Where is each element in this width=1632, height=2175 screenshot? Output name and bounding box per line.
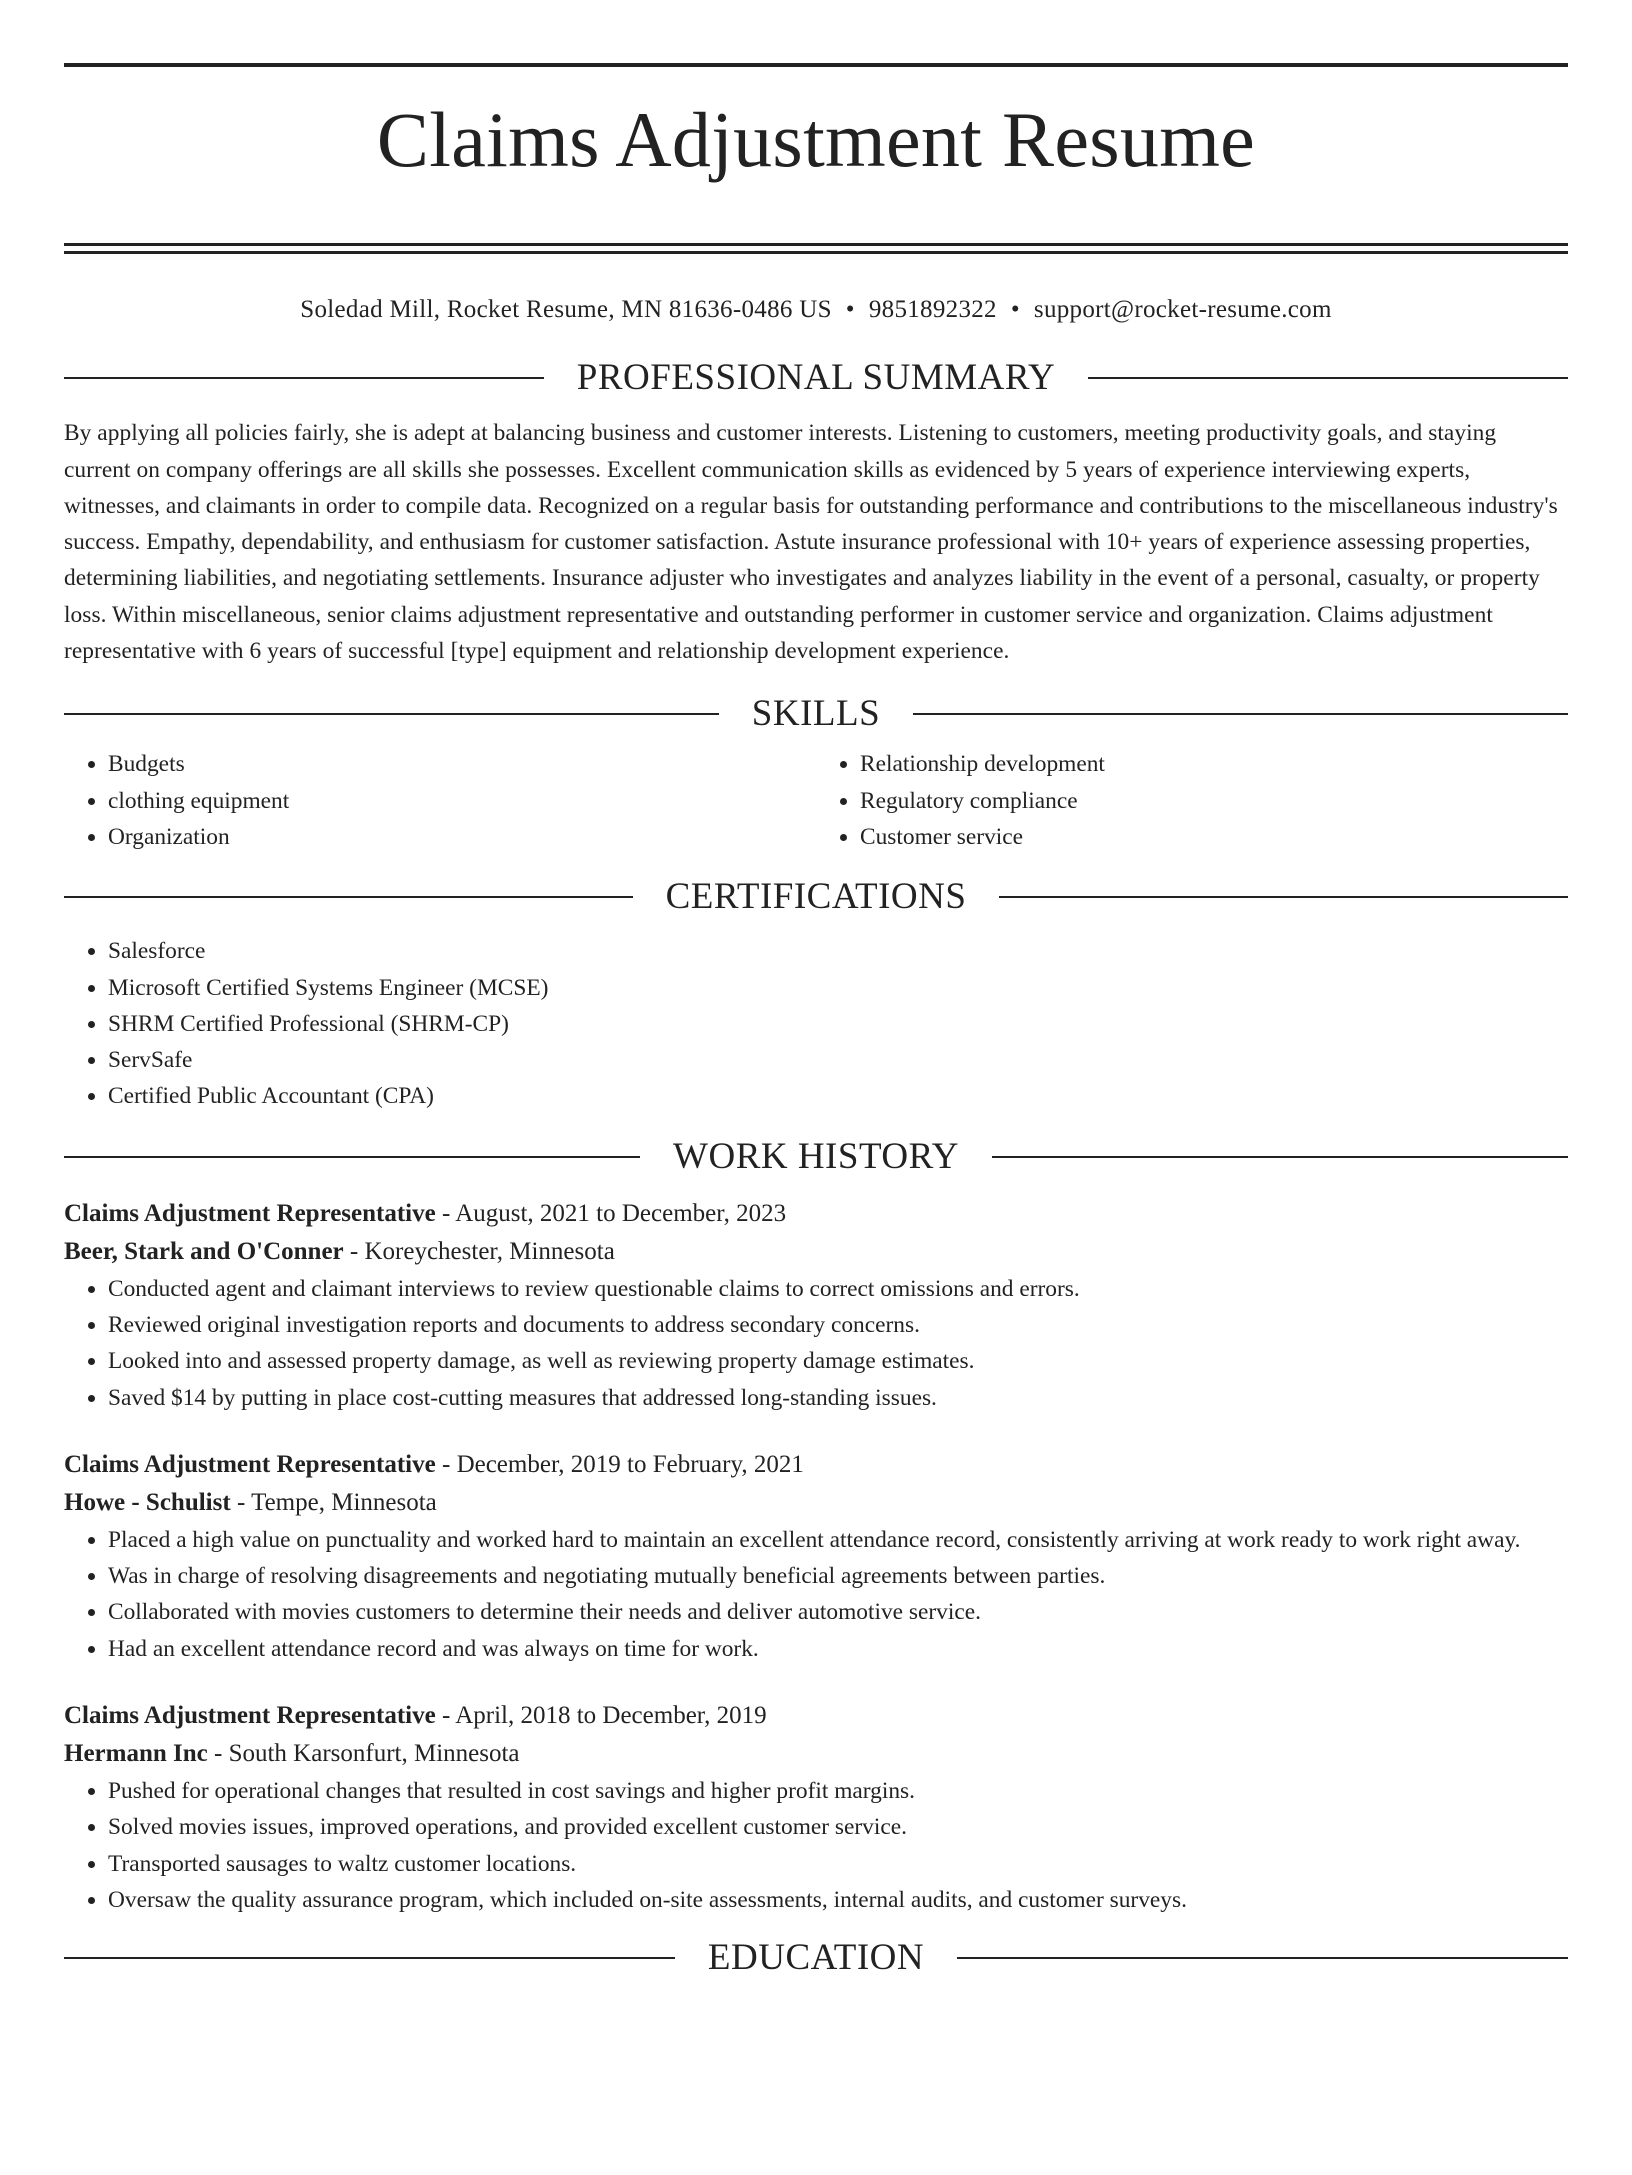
skills-grid bbox=[64, 746, 1568, 855]
certification-item: • SHRM Certified Professional (SHRM-CP) bbox=[108, 1006, 1568, 1042]
job-title: Claims Adjustment Representative bbox=[64, 1450, 436, 1478]
job-bullet: • Placed a high value on punctuality and worked hard to maintain an excellent attendance record, consistently arriving at work ready to work right away. bbox=[108, 1522, 1568, 1558]
job-company-line: Hermann Inc - South Karsonfurt, Minnesota bbox=[64, 1740, 520, 1768]
job-location: Tempe, Minnesota bbox=[251, 1488, 437, 1516]
skill-item: • Relationship development bbox=[860, 746, 1568, 782]
job-bullet: • Looked into and assessed property damage, as well as reviewing property damage estimates. bbox=[108, 1343, 1568, 1379]
job-bullet: • Solved movies issues, improved operations, and provided excellent customer service. bbox=[108, 1809, 1568, 1845]
certification-item: • ServSafe bbox=[108, 1042, 1568, 1078]
job-company: Beer, Stark and O'Conner bbox=[64, 1237, 344, 1265]
certification-item: • Certified Public Accountant (CPA) bbox=[108, 1078, 1568, 1114]
job-dates: August, 2021 to December, 2023 bbox=[455, 1199, 787, 1227]
summary-text: By applying all policies fairly, she is adept at balancing business and customer interests. Listening to customers, meeting productivity goals, and staying current on company offerings are all skills she possesses. Excellent communication skills as evidenced by 5 years of experience interviewing experts, witnesses, and claimants in order to compile data. Recognized on a regular basis for outstanding performance and contributions to the miscellaneous industry's success. Empathy, dependability, and enthusiasm for customer satisfaction. Astute insurance professional with 10+ years of experience assessing properties, determining liabilities, and negotiating settlements. Insurance adjuster who investigates and analyzes liability in the event of a personal, casualty, or property loss. Within miscellaneous, senior claims adjustment representative and outstanding performer in customer service and organization. Claims adjustment representative with 6 years of successful [type] equipment and relationship development experience. bbox=[64, 420, 1558, 665]
heading-rule-left bbox=[64, 1156, 640, 1158]
job-bullet: • Oversaw the quality assurance program, which included on-site assessments, internal audits, and customer surveys. bbox=[108, 1882, 1568, 1918]
job-bullet: • Pushed for operational changes that resulted in cost savings and higher profit margins. bbox=[108, 1773, 1568, 1809]
title-double-rule bbox=[64, 243, 1568, 254]
heading-rule-left bbox=[64, 377, 544, 379]
resume-title: Claims Adjustment Resume bbox=[376, 96, 1256, 183]
skill-item: • Regulatory compliance bbox=[860, 783, 1568, 819]
resume-page bbox=[0, 63, 1632, 2175]
skill-item: • Budgets bbox=[108, 746, 816, 782]
job-bullet: • Was in charge of resolving disagreements and negotiating mutually beneficial agreements between parties. bbox=[108, 1558, 1568, 1594]
section-title: SKILLS bbox=[751, 693, 881, 735]
section-title: WORK HISTORY bbox=[673, 1135, 959, 1177]
education-heading bbox=[64, 1936, 1568, 1980]
job-location: Koreychester, Minnesota bbox=[364, 1237, 615, 1265]
heading-rule-right bbox=[999, 896, 1568, 898]
top-rule bbox=[64, 63, 1568, 67]
heading-rule-right bbox=[992, 1156, 1568, 1158]
contact-address: Soledad Mill, Rocket Resume, MN 81636-0486 US bbox=[300, 296, 832, 324]
contact-email: support@rocket-resume.com bbox=[1033, 296, 1332, 324]
job-bullet: • Conducted agent and claimant interviews to review questionable claims to correct omissions and errors. bbox=[108, 1271, 1568, 1307]
job-bullet: • Transported sausages to waltz customer locations. bbox=[108, 1846, 1568, 1882]
skills-heading bbox=[64, 692, 1568, 736]
heading-rule-left bbox=[64, 896, 633, 898]
job-bullets bbox=[64, 1271, 1568, 1416]
job-bullet: • Had an excellent attendance record and was always on time for work. bbox=[108, 1631, 1568, 1667]
certifications-list bbox=[64, 933, 1568, 1114]
job-bullets bbox=[64, 1522, 1568, 1667]
section-title: CERTIFICATIONS bbox=[665, 876, 967, 918]
skill-item: • Organization bbox=[108, 819, 816, 855]
job-entry bbox=[64, 1697, 1568, 1918]
skill-item: • clothing equipment bbox=[108, 783, 816, 819]
job-title: Claims Adjustment Representative bbox=[64, 1702, 436, 1730]
job-bullet: • Reviewed original investigation reports and documents to address secondary concerns. bbox=[108, 1307, 1568, 1343]
job-title: Claims Adjustment Representative bbox=[64, 1199, 436, 1227]
skills-list-right bbox=[816, 746, 1568, 855]
skill-item: • Customer service bbox=[860, 819, 1568, 855]
contact-separator: • bbox=[1010, 296, 1020, 324]
skills-list-left bbox=[64, 746, 816, 855]
certification-item: • Microsoft Certified Systems Engineer (MCSE) bbox=[108, 970, 1568, 1006]
section-title: EDUCATION bbox=[707, 1937, 925, 1979]
certifications-heading bbox=[64, 875, 1568, 919]
job-entry bbox=[64, 1195, 1568, 1416]
job-bullets bbox=[64, 1773, 1568, 1918]
job-company-line: Beer, Stark and O'Conner - Koreychester, Minnesota bbox=[64, 1237, 615, 1265]
heading-rule-left bbox=[64, 1957, 675, 1959]
job-dates: December, 2019 to February, 2021 bbox=[456, 1450, 804, 1478]
section-title: PROFESSIONAL SUMMARY bbox=[576, 357, 1056, 399]
certification-item: • Salesforce bbox=[108, 933, 1568, 969]
contact-separator: • bbox=[845, 296, 855, 324]
job-location: South Karsonfurt, Minnesota bbox=[228, 1740, 520, 1768]
heading-rule-right bbox=[913, 713, 1568, 715]
job-bullet: • Saved $14 by putting in place cost-cutting measures that addressed long-standing issues. bbox=[108, 1380, 1568, 1416]
work-history-heading bbox=[64, 1135, 1568, 1179]
contact-line bbox=[64, 295, 1568, 325]
job-dates: April, 2018 to December, 2019 bbox=[455, 1702, 767, 1730]
job-company-line: Howe - Schulist - Tempe, Minnesota bbox=[64, 1488, 437, 1516]
job-company: Hermann Inc bbox=[64, 1740, 208, 1768]
heading-rule-right bbox=[1088, 377, 1568, 379]
job-company: Howe - Schulist bbox=[64, 1488, 231, 1516]
job-bullet: • Collaborated with movies customers to determine their needs and deliver automotive service. bbox=[108, 1594, 1568, 1630]
job-entry bbox=[64, 1446, 1568, 1667]
job-title-line: Claims Adjustment Representative - August, 2021 to December, 2023 bbox=[64, 1199, 787, 1227]
job-title-line: Claims Adjustment Representative - April, 2018 to December, 2019 bbox=[64, 1702, 767, 1730]
heading-rule-right bbox=[957, 1957, 1568, 1959]
contact-phone: 9851892322 bbox=[868, 296, 997, 324]
summary-heading bbox=[64, 356, 1568, 400]
job-title-line: Claims Adjustment Representative - December, 2019 to February, 2021 bbox=[64, 1450, 804, 1478]
heading-rule-left bbox=[64, 713, 719, 715]
